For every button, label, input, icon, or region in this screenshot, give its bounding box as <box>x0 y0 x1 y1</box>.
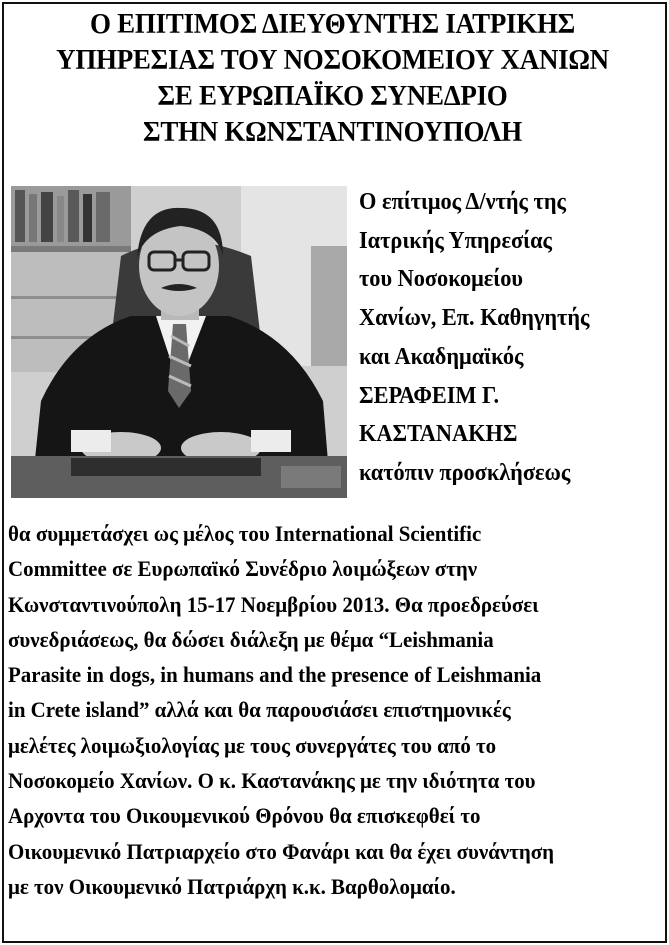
side-text-line: Ιατρικής Υπηρεσίας <box>359 227 552 254</box>
body-text-line: με τον Οικουμενικό Πατριάρχη κ.κ. Βαρθολομαίο. <box>8 873 456 899</box>
side-text-line: Χανίων, Επ. Καθηγητής <box>359 305 590 332</box>
body-text-line: Αρχοντα του Οικουμενικού Θρόνου θα επισκεφθεί το <box>8 803 481 829</box>
headline-line: ΣΤΗΝ ΚΩΝΣΤΑΝΤΙΝΟΥΠΟΛΗ <box>142 116 522 148</box>
portrait-illustration <box>11 186 347 498</box>
body-text-line: Νοσοκομείο Χανίων. Ο κ. Καστανάκης με την ιδιότητα του <box>8 768 536 794</box>
side-text-line: και Ακαδημαϊκός <box>359 343 524 370</box>
side-text-line: κατόπιν προσκλήσεως <box>359 459 571 486</box>
headline-line: ΥΠΗΡΕΣΙΑΣ ΤΟΥ ΝΟΣΟΚΟΜΕΙΟΥ ΧΑΝΙΩΝ <box>56 44 609 76</box>
body-text-line: Committee σε Ευρωπαϊκό Συνέδριο λοιμώξεων στην <box>8 556 478 582</box>
body-text-line: θα συμμετάσχει ως μέλος του International Scientific <box>8 521 482 546</box>
body-text-line: συνεδριάσεως, θα δώσει διάλεξη με θέμα “Leishmania <box>8 626 494 652</box>
body-text-line: μελέτες λοιμωξιολογίας με τους συνεργάτες του από το <box>8 732 497 758</box>
body-text-line: Parasite in dogs, in humans and the presence of Leishmania <box>8 662 542 688</box>
headline <box>23 6 641 150</box>
portrait-photo <box>11 186 347 498</box>
body-text-line: Κωνσταντινούπολη 15-17 Νοεμβρίου 2013. Θα προεδρεύσει <box>8 591 539 617</box>
side-column <box>359 183 659 493</box>
body-text-line: in Crete island” αλλά και θα παρουσιάσει επιστημονικές <box>8 697 511 723</box>
headline-line: ΣΕ ΕΥΡΩΠΑΪΚΟ ΣΥΝΕΔΡΙΟ <box>157 80 508 112</box>
side-text-line: του Νοσοκομείου <box>359 266 523 293</box>
side-text-line: ΣΕΡΑΦΕΙΜ Γ. <box>359 382 500 409</box>
headline-line: Ο ΕΠΙΤΙΜΟΣ ΔΙΕΥΘΥΝΤΗΣ ΙΑΤΡΙΚΗΣ <box>90 8 575 40</box>
side-text-line: Ο επίτιμος Δ/ντής της <box>359 189 566 215</box>
body-text-line: Οικουμενικό Πατριαρχείο στο Φανάρι και θα έχει συνάντηση <box>8 838 555 864</box>
body-text <box>8 516 668 904</box>
side-text-line: ΚΑΣΤΑΝΑΚΗΣ <box>359 421 518 448</box>
